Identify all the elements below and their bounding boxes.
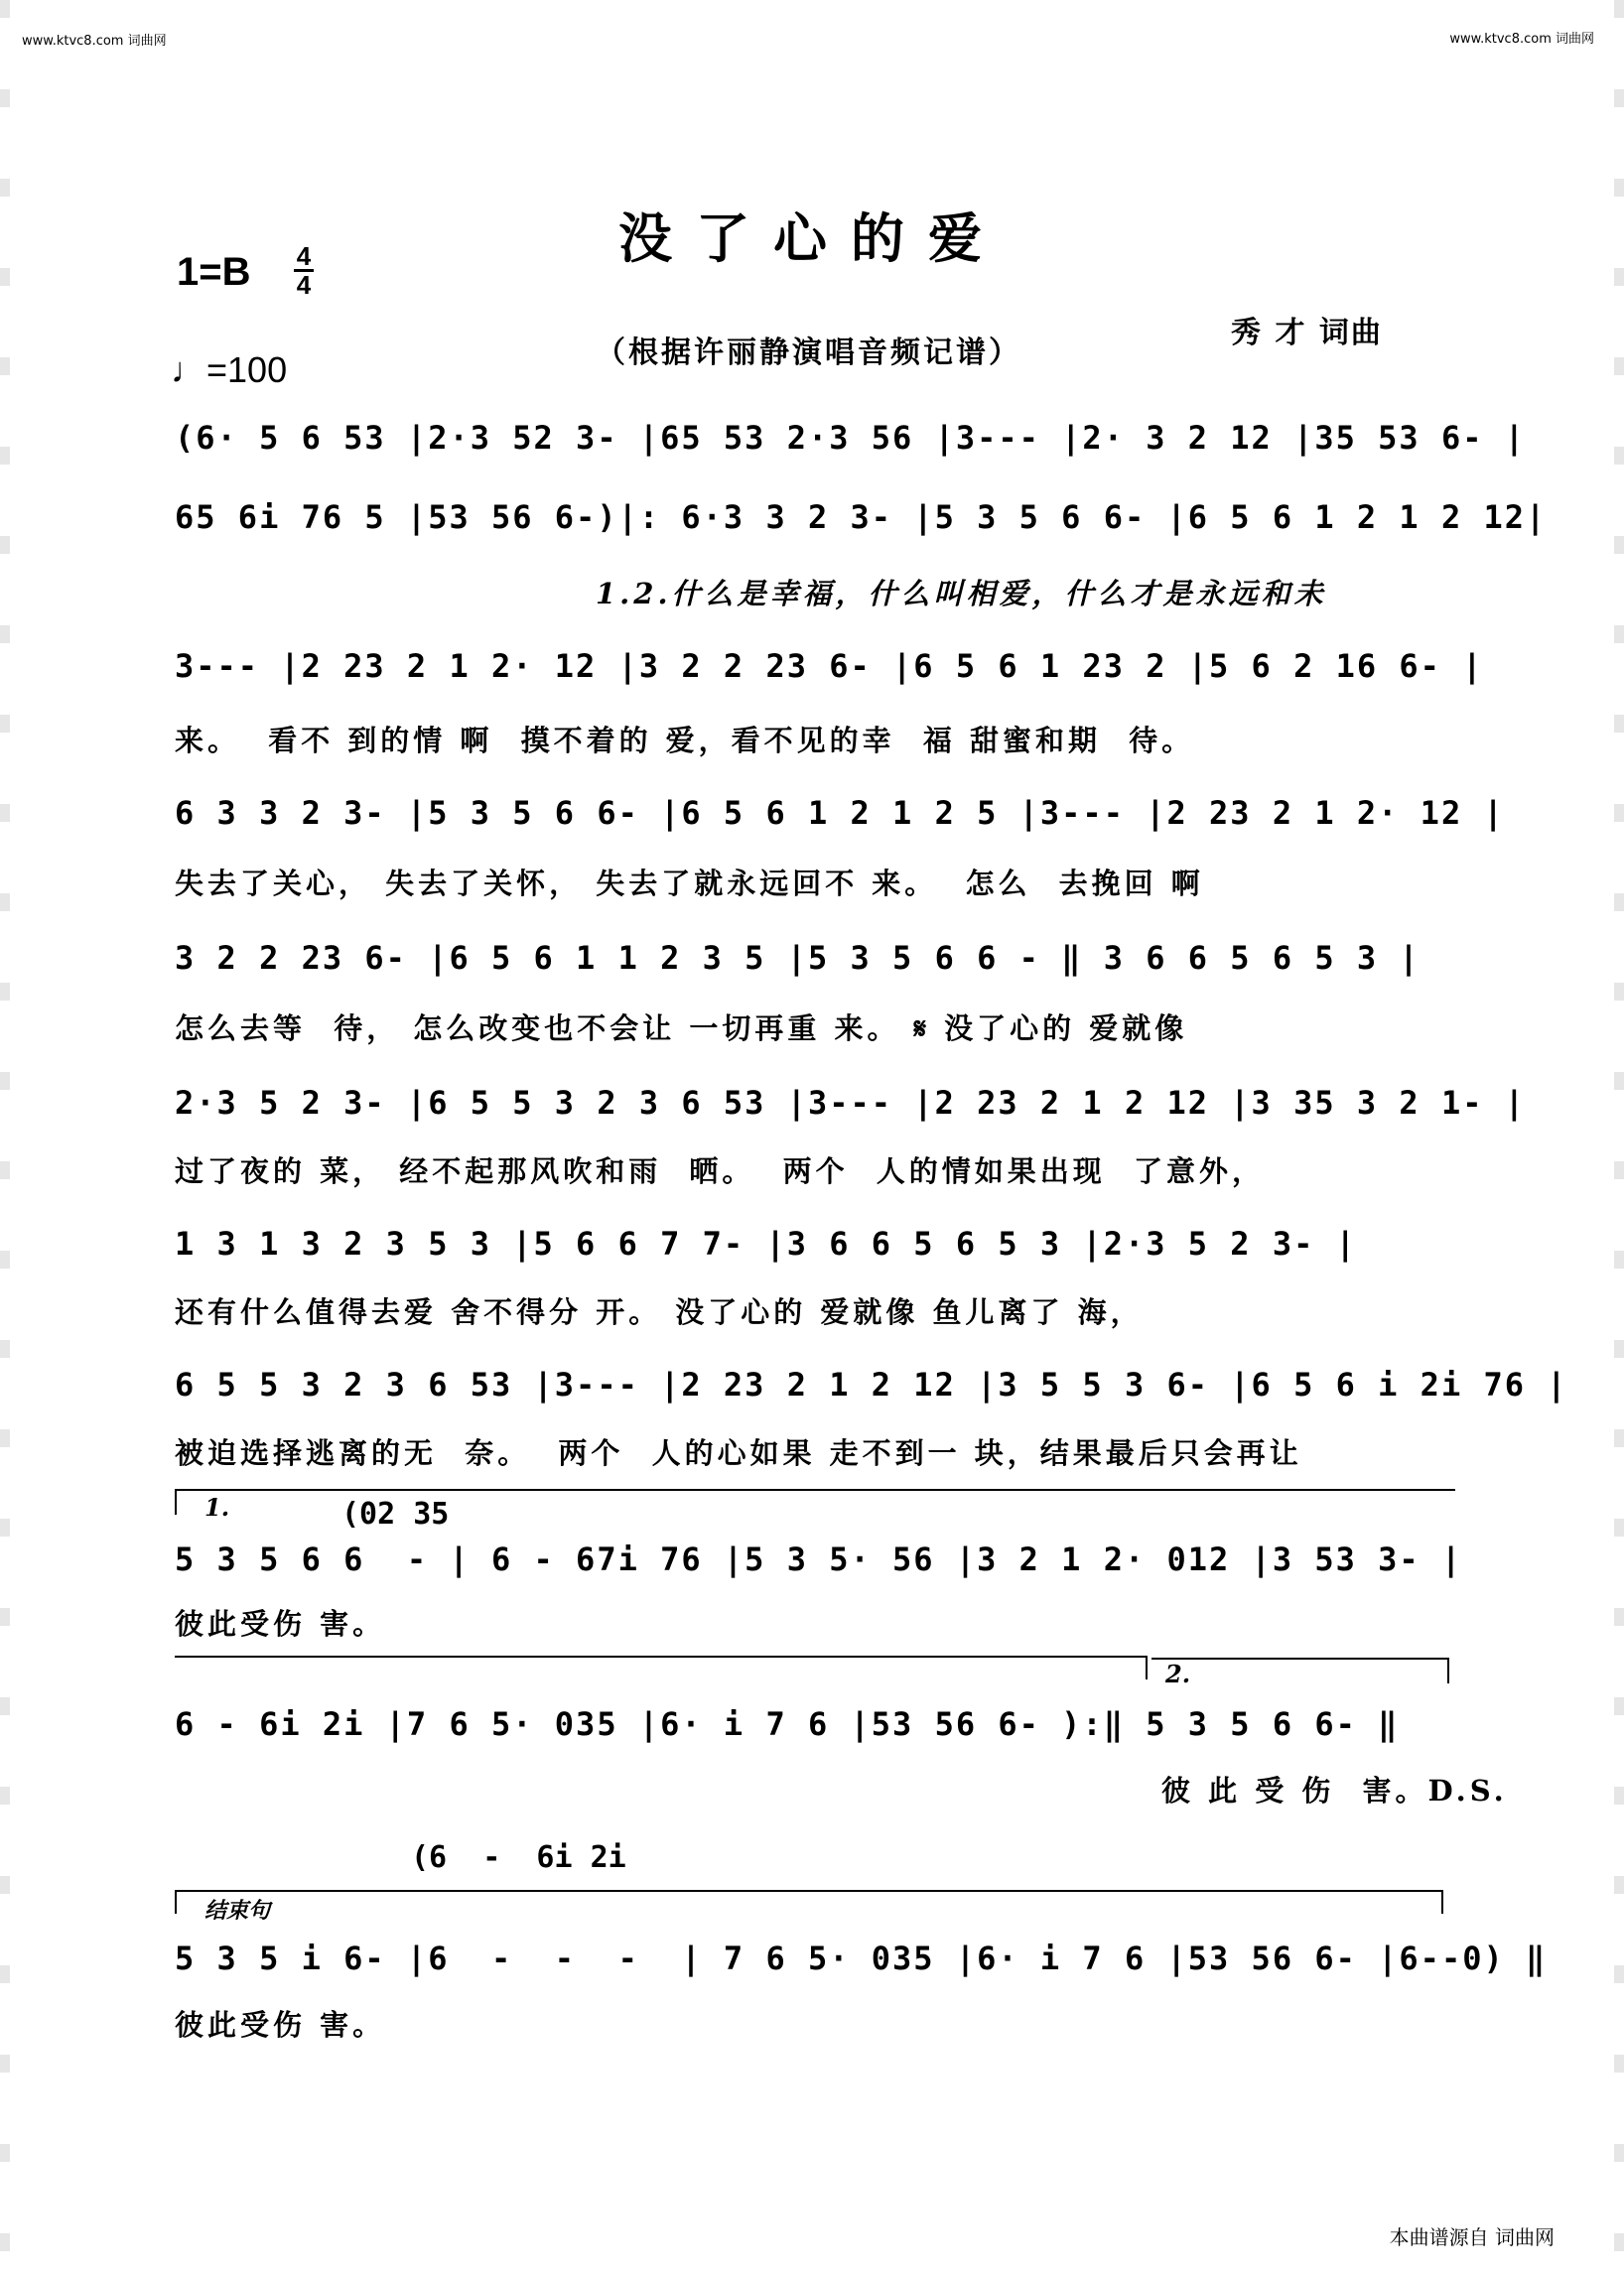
time-signature	[294, 241, 314, 300]
lyric-line-3: 来。 看不 到的情 啊 摸不着的 爱，看不见的幸 福 甜蜜和期 待。	[175, 724, 1195, 757]
score-line-2: 65 6i 76 5 |53 56 6-)|: 6·3 3 2 3- |5 3 5 6 6- |6 5 6 1 2 1 2 12|	[175, 498, 1548, 536]
alternate-notes-2: (6 - 6i 2i	[411, 1840, 626, 1875]
coda-bracket	[175, 1890, 1443, 1892]
left-edge-watermark-strip	[0, 0, 10, 2278]
coda-label: 结束句	[204, 1899, 271, 1924]
score-line-4: 6 3 3 2 3- |5 3 5 6 6- |6 5 6 1 2 1 2 5 |3--- |2 23 2 1 2· 12 |	[175, 794, 1505, 832]
lyric-line-9: 彼此受伤 害。	[175, 1607, 386, 1641]
score-line-5: 3 2 2 23 6- |6 5 6 1 1 2 3 5 |5 3 5 6 6 - ‖ 3 6 6 5 6 5 3 |	[175, 939, 1421, 977]
lyric-line-10: 彼 此 受 伤 害。D.S.	[1161, 1774, 1508, 1808]
right-edge-watermark-strip	[1614, 0, 1624, 2278]
coda-bracket-tick	[175, 1890, 177, 1914]
volta-1-bracket-tick	[175, 1489, 177, 1515]
song-title: 没了心的爱	[618, 206, 1006, 270]
watermark-top-left: www.ktvc8.com 词曲网	[22, 34, 167, 49]
score-line-3: 3--- |2 23 2 1 2· 12 |3 2 2 23 6- |6 5 6 1 23 2 |5 6 2 16 6- |	[175, 647, 1484, 685]
volta-2-bracket	[1151, 1658, 1449, 1660]
lyric-line-2: 1.2.什么是幸福，什么叫相爱，什么才是永远和未	[596, 577, 1327, 610]
lyric-line-5: 怎么去等 待， 怎么改变也不会让 一切再重 来。 𝄋 没了心的 爱就像	[175, 1011, 1188, 1045]
score-line-7: 1 3 1 3 2 3 5 3 |5 6 6 7 7- |3 6 6 5 6 5 3 |2·3 5 2 3- |	[175, 1225, 1357, 1263]
score-line-8: 6 5 5 3 2 3 6 53 |3--- |2 23 2 1 2 12 |3 5 5 3 6- |6 5 6 i 2i 76 |	[175, 1366, 1568, 1404]
tempo-marking: ♩=100	[171, 349, 288, 390]
author-credit: 秀 才 词曲	[1231, 316, 1383, 350]
score-line-1: (6· 5 6 53 |2·3 52 3- |65 53 2·3 56 |3--- |2· 3 2 12 |35 53 6- |	[175, 419, 1526, 457]
volta-1-label: 1.	[204, 1493, 230, 1522]
volta-2-label: 2.	[1165, 1660, 1191, 1688]
volta-1-end-tick	[1146, 1656, 1148, 1679]
lyric-line-6: 过了夜的 菜， 经不起那风吹和雨 晒。 两个 人的情如果出现 了意外，	[175, 1154, 1265, 1188]
watermark-bottom-right: 本曲谱源自 词曲网	[1389, 2225, 1555, 2249]
score-line-6: 2·3 5 2 3- |6 5 5 3 2 3 6 53 |3--- |2 23 2 1 2 12 |3 35 3 2 1- |	[175, 1084, 1526, 1122]
time-signature-bottom: 4	[296, 270, 312, 300]
coda-bracket-end-tick	[1441, 1890, 1443, 1914]
subtitle: （根据许丽静演唱音频记谱）	[596, 335, 1021, 370]
key-signature: 1=B	[177, 250, 251, 294]
score-line-9: 5 3 5 6 6 - | 6 - 67i 76 |5 3 5· 56 |3 2 1 2· 012 |3 53 3- |	[175, 1541, 1463, 1578]
score-line-11: 5 3 5 i 6- |6 - - - | 7 6 5· 035 |6· i 7 6 |53 56 6- |6--0) ‖	[175, 1940, 1548, 1977]
lyric-line-4: 失去了关心， 失去了关怀， 失去了就永远回不 来。 怎么 去挽回 啊	[175, 867, 1204, 900]
volta-1-end-bracket	[175, 1656, 1148, 1658]
volta-2-bracket-tick	[1447, 1658, 1449, 1683]
lyric-line-7: 还有什么值得去爱 舍不得分 开。 没了心的 爱就像 鱼儿离了 海，	[175, 1295, 1144, 1329]
watermark-top-right: www.ktvc8.com 词曲网	[1449, 32, 1594, 47]
score-line-10: 6 - 6i 2i |7 6 5· 035 |6· i 7 6 |53 56 6- ):‖ 5 3 5 6 6- ‖	[175, 1705, 1400, 1743]
time-signature-top: 4	[296, 241, 312, 271]
lyric-line-8: 被迫选择逃离的无 奈。 两个 人的心如果 走不到一 块，结果最后只会再让	[175, 1436, 1302, 1470]
volta-1-bracket	[175, 1489, 1455, 1491]
alternate-notes-1: (02 35	[341, 1497, 450, 1532]
lyric-line-11: 彼此受伤 害。	[175, 2008, 386, 2042]
